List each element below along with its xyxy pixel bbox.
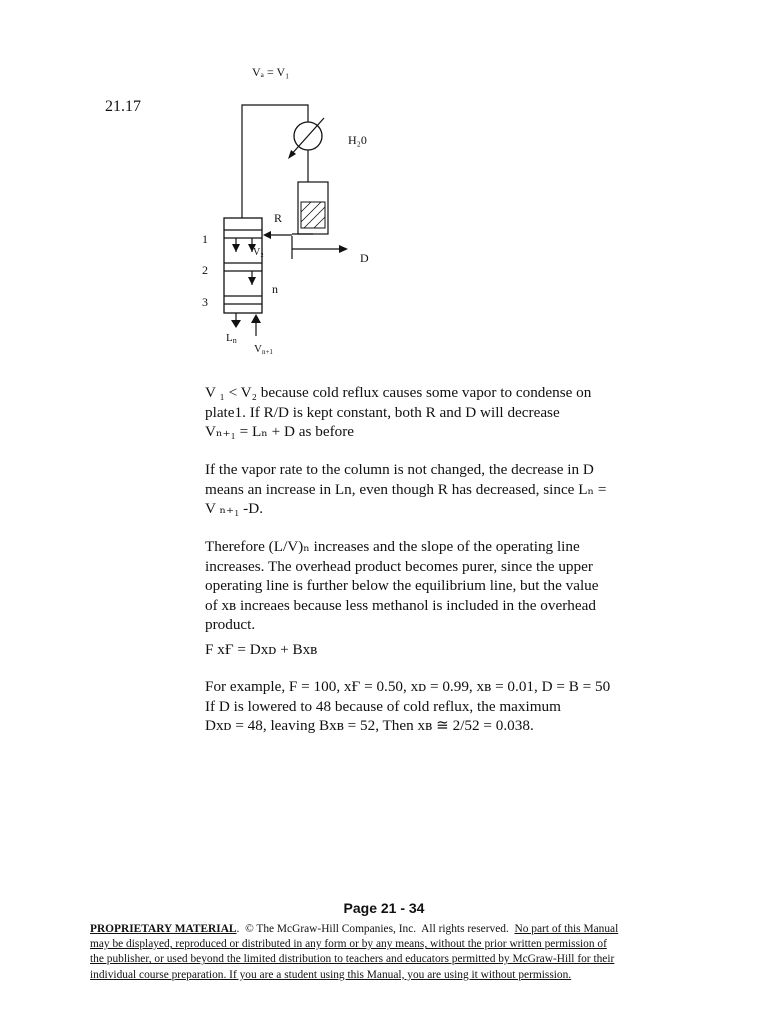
text-line: If the vapor rate to the column is not changed, the decrease in D: [205, 461, 594, 478]
liquid-out-arrowhead: [231, 320, 241, 328]
text-line: If D is lowered to 48 because of cold reflux, the maximum: [205, 697, 561, 715]
paragraph-example: [205, 677, 675, 736]
column-shell: [224, 218, 262, 313]
water-label: H₂0: [348, 133, 367, 147]
problem-number: 21.17: [105, 98, 141, 115]
reflux-arrowhead: [263, 231, 271, 239]
text-line: operating line is further below the equilibrium line, but the value: [205, 577, 599, 594]
distillation-column-diagram: [190, 60, 410, 365]
vapor-in-arrowhead: [251, 314, 261, 323]
text-line: increases. The overhead product becomes purer, since the upper: [205, 557, 593, 575]
vapor-2-label: V₂: [253, 247, 264, 258]
vapor-n1-label: Vn+1: [254, 343, 273, 356]
footer-line-2: may be displayed, reproduced or distributed in any form or by any means, without the prior written permission of: [90, 938, 607, 951]
plate-label-2: 2: [202, 263, 208, 277]
text-line: plate1. If R/D is kept constant, both R and D will decrease: [205, 403, 560, 421]
text-line: Therefore (L/V)ₙ increases and the slope of the operating line: [205, 538, 580, 555]
text-line: V ₙ₊₁ -D.: [205, 500, 263, 517]
text-line: product.: [205, 616, 256, 633]
paragraph-operating-line: [205, 537, 675, 635]
footer-copyright: . © The McGraw-Hill Companies, Inc. All rights reserved.: [236, 923, 515, 935]
liquid-n-label: Ln: [226, 332, 237, 345]
footer-line-3: the publisher, or used beyond the limited distribution to teachers and educators permitted by McGraw-Hill for their: [90, 953, 615, 966]
distillate-arrowhead: [339, 245, 348, 253]
material-balance-equation: [205, 640, 675, 660]
footer-notice-start: No part of this Manual: [514, 923, 619, 935]
text-line: F xҒ = Dxᴅ + Bxʙ: [205, 641, 318, 658]
footer-line-1: [90, 922, 680, 937]
text-line: For example, F = 100, xҒ = 0.50, xᴅ = 0.99, xʙ = 0.01, D = B = 50: [205, 678, 611, 695]
text-line: of xʙ increaes because less methanol is included in the overhead: [205, 596, 596, 614]
plate-label-n: n: [272, 282, 278, 296]
text-line: Vₙ₊₁ = Lₙ + D as before: [205, 423, 355, 440]
copyright-footer: [90, 922, 680, 983]
page-number: Page 21 - 34: [343, 900, 425, 916]
paragraph-vapor-rate: [205, 460, 675, 519]
vapor-top-label: Vₐ = V₁: [252, 65, 290, 79]
text-line: means an increase in Ln, even though R has decreased, since Lₙ =: [205, 480, 607, 498]
footer-line-4: individual course preparation. If you are a student using this Manual, you are using it without permission.: [90, 968, 572, 981]
plate-label-3: 3: [202, 295, 208, 309]
plate-label-1: 1: [202, 232, 208, 246]
proprietary-label: PROPRIETARY MATERIAL: [90, 923, 237, 935]
distillate-label: D: [360, 251, 369, 265]
paragraph-vapor-condense: [205, 383, 675, 442]
text-line: Dxᴅ = 48, leaving Bxʙ = 52, Then xʙ ≅ 2/52 = 0.038.: [205, 717, 534, 734]
text-line: V ₁ < V₂ because cold reflux causes some vapor to condense on: [205, 384, 592, 401]
reflux-label: R: [274, 211, 283, 225]
